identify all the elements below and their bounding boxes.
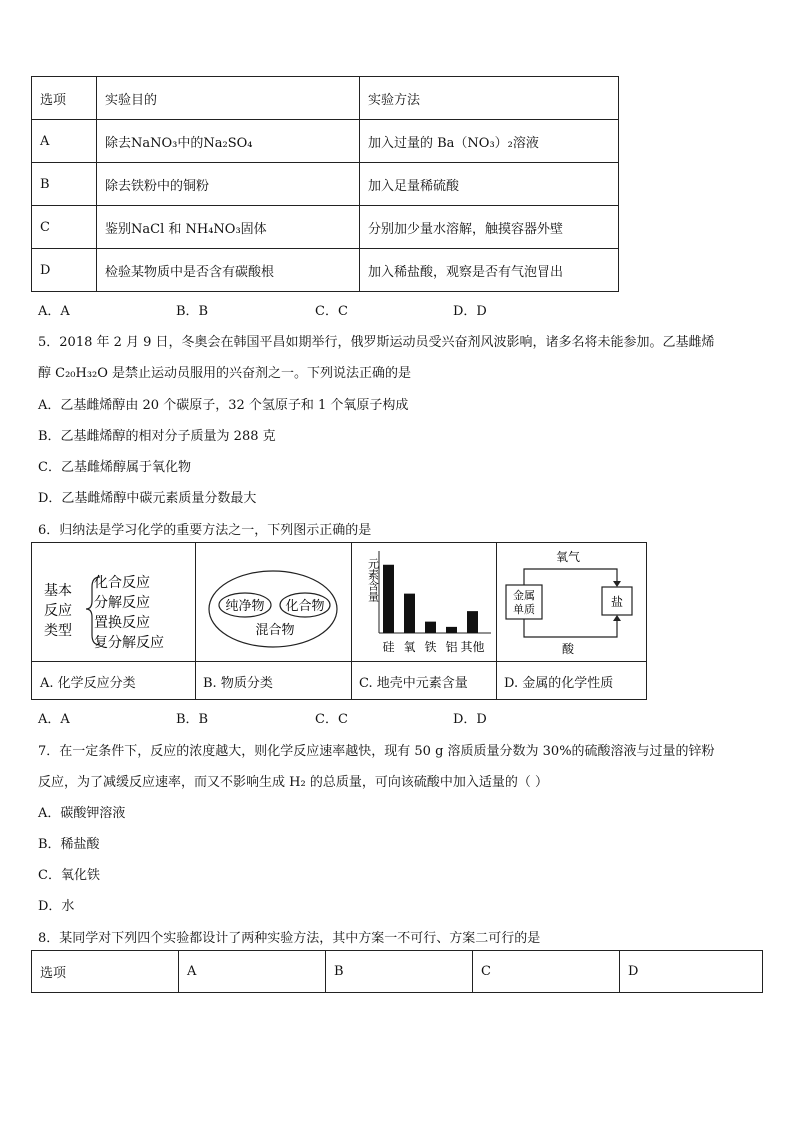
table-cell: 除去NaNO₃中的Na₂SO₄ bbox=[97, 120, 360, 163]
table-header-cell: B bbox=[326, 951, 473, 993]
substance-classification-diagram bbox=[195, 543, 351, 661]
panel-d-caption-cell bbox=[496, 661, 646, 700]
q5-option-c[interactable]: C．乙基雌烯醇属于氧化物 bbox=[38, 460, 191, 475]
table-cell: 除去铁粉中的铜粉 bbox=[97, 163, 360, 206]
label-compound: 化合物 bbox=[285, 599, 325, 614]
table-cell: 鉴别NaCl 和 NH₄NO₃固体 bbox=[97, 206, 360, 249]
q7-option-c[interactable]: C．氧化铁 bbox=[38, 868, 100, 883]
bar-1 bbox=[404, 594, 415, 633]
table-header-cell: 实验方法 bbox=[360, 77, 619, 120]
panel-b-caption: B. 物质分类 bbox=[203, 676, 273, 691]
q4-options bbox=[38, 300, 598, 318]
label-metal-line1: 金属 bbox=[513, 589, 535, 602]
option-d[interactable]: D．D bbox=[453, 304, 487, 319]
table-cell: B bbox=[32, 163, 97, 206]
metal-properties-diagram bbox=[496, 543, 646, 661]
table-cell: A bbox=[32, 120, 97, 163]
arrow-up-icon bbox=[613, 615, 621, 621]
table-row bbox=[32, 206, 619, 249]
arrow-oxygen-path bbox=[524, 569, 617, 585]
panel-a-left-line2: 反应 bbox=[44, 603, 72, 619]
panel-a-item: 分解反应 bbox=[94, 595, 150, 611]
panel-d bbox=[496, 543, 646, 699]
reaction-classification-diagram bbox=[32, 543, 195, 661]
option-a[interactable]: A．A bbox=[38, 304, 70, 319]
option-b[interactable]: B．B bbox=[176, 304, 209, 319]
label-acid: 酸 bbox=[561, 642, 575, 656]
arrow-acid-path bbox=[524, 619, 617, 637]
table-header-cell: 实验目的 bbox=[97, 77, 360, 120]
table-cell: 分别加少量水溶解，触摸容器外壁 bbox=[360, 206, 619, 249]
table-row bbox=[32, 120, 619, 163]
table-header-cell: C bbox=[473, 951, 620, 993]
q6-options bbox=[38, 708, 598, 726]
label-pure-substance: 纯净物 bbox=[225, 599, 265, 614]
bar-3 bbox=[446, 627, 457, 633]
panel-a-caption-cell bbox=[32, 661, 195, 700]
x-tick-label: 硅 bbox=[382, 640, 395, 654]
table-header-cell: 选项 bbox=[32, 951, 179, 993]
table-cell: 加入足量稀硫酸 bbox=[360, 163, 619, 206]
table-header-row bbox=[32, 951, 763, 993]
panel-a-caption: A. 化学反应分类 bbox=[40, 676, 136, 691]
bar-2 bbox=[425, 622, 436, 633]
table-header-cell: D bbox=[620, 951, 763, 993]
table-row bbox=[32, 249, 619, 292]
panel-a-left-line3: 类型 bbox=[44, 623, 72, 639]
table-header-cell: A bbox=[179, 951, 326, 993]
table-cell: C bbox=[32, 206, 97, 249]
table-cell: D bbox=[32, 249, 97, 292]
label-mixture: 混合物 bbox=[255, 623, 295, 638]
option-c[interactable]: C．C bbox=[315, 712, 348, 727]
panel-a-item: 置换反应 bbox=[94, 615, 150, 631]
option-a[interactable]: A．A bbox=[38, 712, 70, 727]
q6-stem: 6．归纳法是学习化学的重要方法之一，下列图示正确的是 bbox=[38, 523, 372, 538]
table-cell: 检验某物质中是否含有碳酸根 bbox=[97, 249, 360, 292]
q7-stem-line1: 7．在一定条件下，反应的浓度越大，则化学反应速率越快，现有 50 g 溶质质量分数为 30%的硫酸溶液与过量的锌粉 bbox=[38, 744, 715, 759]
label-salt: 盐 bbox=[610, 595, 624, 609]
y-axis-label: 元素含量 bbox=[366, 558, 380, 602]
label-metal-line2: 单质 bbox=[513, 603, 535, 616]
q5-stem-line2: 醇 C₂₀H₃₂O 是禁止运动员服用的兴奋剂之一。下列说法正确的是 bbox=[38, 366, 412, 381]
bar-4 bbox=[467, 611, 478, 633]
option-b[interactable]: B．B bbox=[176, 712, 209, 727]
experiment-table-q4 bbox=[31, 76, 619, 292]
table-header-cell: 选项 bbox=[32, 77, 97, 120]
x-tick-label: 其他 bbox=[460, 640, 485, 654]
panel-b bbox=[195, 543, 352, 699]
table-cell: 加入过量的 Ba（NO₃）₂溶液 bbox=[360, 120, 619, 163]
q5-option-b[interactable]: B．乙基雌烯醇的相对分子质量为 288 克 bbox=[38, 429, 276, 444]
crust-element-bar-chart bbox=[351, 543, 496, 661]
option-c[interactable]: C．C bbox=[315, 304, 348, 319]
q8-stem: 8．某同学对下列四个实验都设计了两种实验方法，其中方案一不可行、方案二可行的是 bbox=[38, 931, 541, 946]
panel-a-item: 复分解反应 bbox=[94, 635, 164, 651]
q6-figure-panels bbox=[31, 542, 647, 700]
q5-stem-line1: 5．2018 年 2 月 9 日，冬奥会在韩国平昌如期举行，俄罗斯运动员受兴奋剂风波影响，诸多名将未能参加。乙基雌烯 bbox=[38, 335, 715, 350]
table-cell: 加入稀盐酸，观察是否有气泡冒出 bbox=[360, 249, 619, 292]
label-oxygen: 氧气 bbox=[555, 550, 581, 564]
q7-option-b[interactable]: B．稀盐酸 bbox=[38, 837, 100, 852]
panel-a-left-line1: 基本 bbox=[44, 583, 72, 599]
q7-option-d[interactable]: D．水 bbox=[38, 899, 75, 914]
panel-c-caption-cell bbox=[351, 661, 496, 700]
x-tick-label: 氧 bbox=[403, 640, 416, 654]
q5-option-a[interactable]: A．乙基雌烯醇由 20 个碳原子，32 个氢原子和 1 个氧原子构成 bbox=[38, 398, 409, 413]
q7-option-a[interactable]: A．碳酸钾溶液 bbox=[38, 806, 126, 821]
arrow-down-icon bbox=[613, 581, 621, 587]
panel-c bbox=[351, 543, 497, 699]
table-row bbox=[32, 163, 619, 206]
bar-0 bbox=[383, 565, 394, 633]
q5-option-d[interactable]: D．乙基雌烯醇中碳元素质量分数最大 bbox=[38, 491, 257, 506]
panel-b-caption-cell bbox=[195, 661, 351, 700]
panel-d-caption: D. 金属的化学性质 bbox=[504, 676, 614, 691]
experiment-table-q8 bbox=[31, 950, 763, 993]
q7-stem-line2: 反应，为了减缓反应速率，而又不影响生成 H₂ 的总质量，可向该硫酸中加入适量的（ ） bbox=[38, 775, 548, 790]
table-header-row bbox=[32, 77, 619, 120]
panel-a-item: 化合反应 bbox=[94, 575, 150, 591]
x-tick-label: 铁 bbox=[424, 640, 437, 654]
x-tick-label: 铝 bbox=[445, 640, 458, 654]
panel-a bbox=[32, 543, 196, 699]
option-d[interactable]: D．D bbox=[453, 712, 487, 727]
panel-c-caption: C. 地壳中元素含量 bbox=[359, 676, 468, 691]
